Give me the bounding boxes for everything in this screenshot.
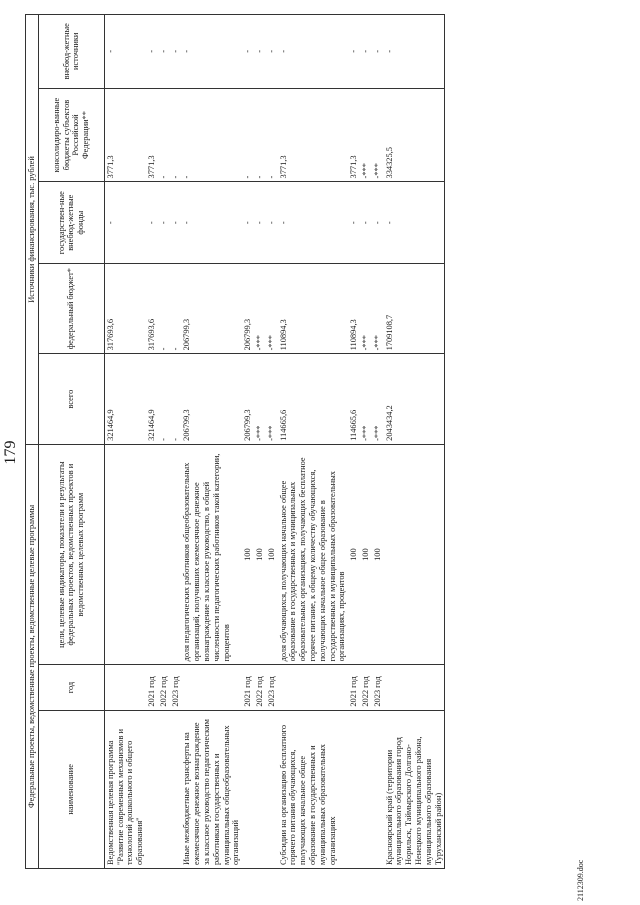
program-name-cell [348, 710, 360, 868]
table-row [360, 15, 372, 869]
federal-budget-cell: 206799,3 [242, 263, 254, 353]
col-federal-header: федеральный бюджет* [38, 263, 104, 353]
regional-budget-cell: 334325,5 [384, 88, 445, 182]
table-row [146, 15, 158, 869]
program-name-cell: Субсидии на организацию бесплатного горячего питания обучающихся, получающих начальное общее образование в государственных и муниципальных образовательных организациях [278, 710, 349, 868]
year-cell [278, 665, 349, 710]
indicator-text-cell [384, 444, 445, 665]
table-row [254, 15, 266, 869]
program-name-cell [242, 710, 254, 868]
year-cell: 2021 год [348, 665, 360, 710]
regional-budget-cell: -*** [360, 88, 372, 182]
federal-budget-cell: 317693,6 [146, 263, 158, 353]
group-title: Федеральные проекты, ведомственные проекты, ведомственные целевые программы [26, 444, 39, 868]
total-cell: -*** [372, 354, 384, 444]
regional-budget-cell: - [170, 88, 182, 182]
regional-budget-cell: - [242, 88, 254, 182]
extrabudgetary-cell: - [266, 15, 278, 89]
table-row [170, 15, 182, 869]
state-funds-cell: - [158, 182, 170, 263]
document-code: 2112309.doc [576, 859, 585, 901]
total-cell: 114665,6 [278, 354, 349, 444]
program-name-cell [170, 710, 182, 868]
program-name-cell: Иные межбюджетные трансферты на ежемесячное денежное вознаграждение за классное руководство педагогическим работникам государственных и муниципальных общеобразовательных организаций [181, 710, 242, 868]
regional-budget-cell: 3771,3 [104, 88, 146, 182]
table-row [104, 15, 146, 869]
extrabudgetary-cell: - [372, 15, 384, 89]
indicator-value-cell [170, 444, 182, 665]
state-funds-cell: - [254, 182, 266, 263]
extrabudgetary-cell: - [170, 15, 182, 89]
year-cell: 2023 год [372, 665, 384, 710]
program-name-cell [372, 710, 384, 868]
state-funds-cell: - [170, 182, 182, 263]
regional-budget-cell: - [266, 88, 278, 182]
regional-budget-cell: 3771,3 [146, 88, 158, 182]
table-row [372, 15, 384, 869]
total-cell: 114665,6 [348, 354, 360, 444]
col-extra-header: внебюд-жетные источники [38, 15, 104, 89]
program-name-cell [360, 710, 372, 868]
indicator-text-cell: доля педагогических работников общеобразовательных организаций, получивших ежемесячное денежное вознаграждение за классное руководство, в общей численности педагогических работников такой категории, процентов [181, 444, 242, 665]
table-row [266, 15, 278, 869]
year-cell: 2023 год [170, 665, 182, 710]
program-name-cell: Красноярский край (территории муниципального образования город Норильск, Таймырского Долгано-Ненецкого муниципального района, муниципального образования Туруханский район) [384, 710, 445, 868]
state-funds-cell: - [146, 182, 158, 263]
extrabudgetary-cell: - [146, 15, 158, 89]
indicator-value-cell: 100 [266, 444, 278, 665]
state-funds-cell: - [278, 182, 349, 263]
indicator-value-cell: 100 [254, 444, 266, 665]
year-cell: 2022 год [158, 665, 170, 710]
total-cell: -*** [360, 354, 372, 444]
indicator-value-cell [146, 444, 158, 665]
financing-table [25, 14, 445, 869]
extrabudgetary-cell: - [158, 15, 170, 89]
federal-budget-cell: - [158, 263, 170, 353]
year-cell: 2021 год [146, 665, 158, 710]
table-row [278, 15, 349, 869]
col-indicators-header: цели, целевые индикаторы, показатели и результаты федеральных проектов, ведомственных проектов и ведомственных целевых программ [38, 444, 104, 665]
state-funds-cell: - [242, 182, 254, 263]
indicator-value-cell: 100 [348, 444, 360, 665]
extrabudgetary-cell: - [384, 15, 445, 89]
extrabudgetary-cell: - [242, 15, 254, 89]
regional-budget-cell: - [158, 88, 170, 182]
col-state-funds-header: государствен-ные внебюд-жетные фонды [38, 182, 104, 263]
table-row [384, 15, 445, 869]
program-name-cell [266, 710, 278, 868]
regional-budget-cell: -*** [372, 88, 384, 182]
total-cell: -*** [266, 354, 278, 444]
federal-budget-cell: 1709108,7 [384, 263, 445, 353]
col-name-header: наименование [38, 710, 104, 868]
total-cell: 321464,9 [146, 354, 158, 444]
indicator-value-cell: 100 [372, 444, 384, 665]
extrabudgetary-cell: - [360, 15, 372, 89]
table-row [242, 15, 254, 869]
federal-budget-cell: 206799,3 [181, 263, 242, 353]
state-funds-cell: - [104, 182, 146, 263]
total-cell: -*** [254, 354, 266, 444]
sources-title: Источники финансирования, тыс. рублей [26, 15, 39, 445]
table-row [348, 15, 360, 869]
extrabudgetary-cell: - [104, 15, 146, 89]
total-cell: 206799,3 [181, 354, 242, 444]
year-cell [181, 665, 242, 710]
col-year-header: год [38, 665, 104, 710]
indicator-text-cell [104, 444, 146, 665]
indicator-text-cell: доля обучающихся, получающих начальное общее образование в государственных и муниципальных образовательных организациях, получающих бесплатное горячее питание, к общему количеству обучающихся, получающих начальное общее образование в государственных и муниципальных образовательных организациях, процентов [278, 444, 349, 665]
state-funds-cell: - [360, 182, 372, 263]
federal-budget-cell: -*** [266, 263, 278, 353]
indicator-value-cell: 100 [242, 444, 254, 665]
regional-budget-cell: 3771,3 [348, 88, 360, 182]
year-cell: 2023 год [266, 665, 278, 710]
state-funds-cell: - [372, 182, 384, 263]
regional-budget-cell: - [181, 88, 242, 182]
regional-budget-cell: - [254, 88, 266, 182]
program-name-cell [146, 710, 158, 868]
table-row [158, 15, 170, 869]
state-funds-cell: - [348, 182, 360, 263]
table-row [181, 15, 242, 869]
federal-budget-cell: - [170, 263, 182, 353]
state-funds-cell: - [384, 182, 445, 263]
extrabudgetary-cell: - [181, 15, 242, 89]
year-cell: 2022 год [254, 665, 266, 710]
extrabudgetary-cell: - [254, 15, 266, 89]
federal-budget-cell: -*** [372, 263, 384, 353]
regional-budget-cell: 3771,3 [278, 88, 349, 182]
state-funds-cell: - [266, 182, 278, 263]
federal-budget-cell: -*** [254, 263, 266, 353]
state-funds-cell: - [181, 182, 242, 263]
year-cell [104, 665, 146, 710]
year-cell: 2022 год [360, 665, 372, 710]
federal-budget-cell: -*** [360, 263, 372, 353]
program-name-cell [254, 710, 266, 868]
indicator-value-cell: 100 [360, 444, 372, 665]
federal-budget-cell: 110894,3 [278, 263, 349, 353]
extrabudgetary-cell: - [278, 15, 349, 89]
page-number: 179 [2, 440, 19, 465]
extrabudgetary-cell: - [348, 15, 360, 89]
year-cell: 2021 год [242, 665, 254, 710]
federal-budget-cell: 110894,3 [348, 263, 360, 353]
federal-budget-cell: 317693,6 [104, 263, 146, 353]
total-cell: - [158, 354, 170, 444]
total-cell: - [170, 354, 182, 444]
indicator-value-cell [158, 444, 170, 665]
total-cell: 321464,9 [104, 354, 146, 444]
program-name-cell [158, 710, 170, 868]
total-cell: 206799,3 [242, 354, 254, 444]
program-name-cell: Ведомственная целевая программа "Развитие современных механизмов и технологий дошкольного и общего образования" [104, 710, 146, 868]
table-body [104, 15, 445, 869]
col-regional-header: консолидиро-ванные бюджеты субъектов Российской Федерации** [38, 88, 104, 182]
year-cell [384, 665, 445, 710]
total-cell: 2043434,2 [384, 354, 445, 444]
col-total-header: всего [38, 354, 104, 444]
